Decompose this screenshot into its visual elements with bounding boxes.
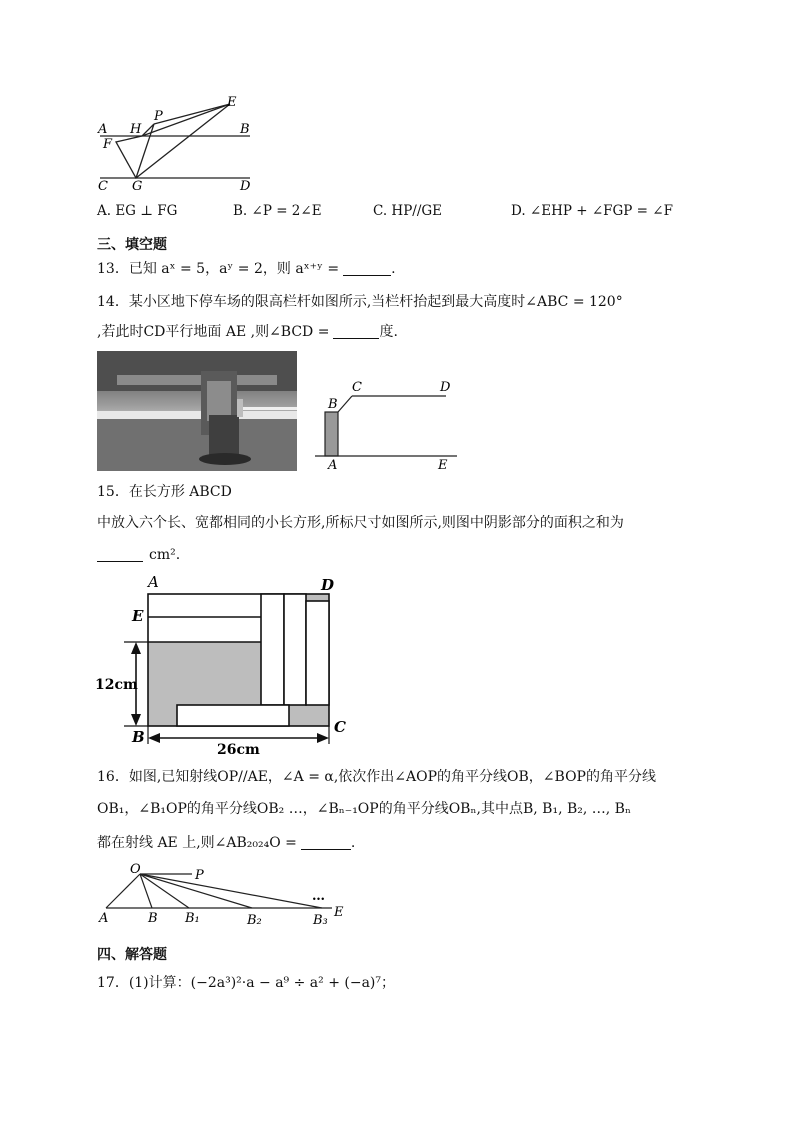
label-d: D — [321, 576, 335, 594]
q12-option-c[interactable]: C. HP//GE — [373, 203, 443, 219]
label-d: D — [440, 380, 451, 395]
q16-line-1: 16．如图,已知射线OP//AE，∠A = α,依次作出∠AOP的角平分线OB，∠BOP的角平分线 — [97, 769, 656, 785]
label-a: A — [148, 573, 159, 591]
q12-option-b[interactable]: B. ∠P = 2∠E — [233, 203, 322, 219]
q15-line-1: 15．在长方形 ABCD — [97, 484, 232, 500]
height-label: 12cm — [95, 677, 138, 693]
figure-q16 — [92, 862, 354, 930]
question-15-line-3 — [97, 545, 180, 565]
ellipsis: … — [312, 889, 325, 904]
section-3-title: 三、填空题 — [97, 237, 167, 253]
label-b1: B₁ — [185, 911, 200, 926]
q16-line-2: OB₁，∠B₁OP的角平分线OB₂ …，∠Bₙ₋₁OP的角平分线OBₙ,其中点B, B₁, B₂, …, Bₙ — [97, 801, 632, 817]
q15-answer-blank[interactable] — [97, 547, 143, 562]
label-e: E — [132, 607, 144, 625]
question-14-line-2 — [97, 322, 398, 342]
question-13 — [97, 259, 396, 279]
label-b3: B₃ — [313, 913, 328, 928]
label-g: G — [132, 179, 143, 194]
q13-answer-blank[interactable] — [343, 261, 391, 276]
label-d: D — [240, 179, 251, 194]
label-a: A — [328, 458, 338, 472]
q14-line-2: ,若此时CD平行地面 AE ,则∠BCD = — [97, 324, 330, 340]
q15-line-2: 中放入六个长、宽都相同的小长方形,所标尺寸如图所示,则图中阴影部分的面积之和为 — [97, 515, 624, 531]
section-4-title: 四、解答题 — [97, 947, 167, 963]
label-e: E — [438, 458, 448, 472]
figure-q15 — [92, 572, 360, 760]
label-h: H — [130, 122, 142, 137]
q12-option-a[interactable]: A. EG ⊥ FG — [97, 203, 178, 219]
q16-answer-blank[interactable] — [301, 835, 351, 850]
q16-line-3: 都在射线 AE 上,则∠AB₂₀₂₄O = — [97, 835, 297, 851]
label-a: A — [98, 122, 108, 137]
barrier-photo — [97, 351, 297, 471]
label-a: A — [99, 911, 109, 926]
label-b2: B₂ — [247, 913, 262, 928]
q14-answer-blank[interactable] — [333, 324, 379, 339]
label-o: O — [130, 862, 141, 877]
label-b: B — [148, 911, 158, 926]
label-p: P — [195, 868, 204, 883]
label-f: F — [103, 137, 113, 152]
label-c: C — [352, 380, 362, 395]
label-c: C — [334, 718, 346, 736]
label-e: E — [227, 95, 237, 110]
question-16-line-3 — [97, 833, 355, 853]
label-b: B — [240, 122, 250, 137]
label-b: B — [132, 728, 145, 746]
q14-end: 度. — [379, 324, 398, 340]
q12-option-d[interactable]: D. ∠EHP + ∠FGP = ∠F — [511, 203, 673, 219]
q13-text: 13．已知 aˣ = 5，aʸ = 2，则 aˣ⁺ʸ = — [97, 261, 340, 277]
label-p: P — [154, 109, 163, 124]
figure-q12 — [90, 92, 270, 194]
width-label: 26cm — [217, 742, 260, 758]
q15-unit: cm². — [149, 547, 181, 563]
q16-end: . — [350, 835, 356, 851]
label-c: C — [98, 179, 108, 194]
question-17: 17．(1)计算：(−2a³)²·a − a⁹ ÷ a² + (−a)⁷； — [97, 975, 395, 991]
label-b: B — [328, 397, 338, 412]
label-e: E — [334, 905, 344, 920]
q14-line-1: 14．某小区地下停车场的限高栏杆如图所示,当栏杆抬起到最大高度时∠ABC = 120° — [97, 294, 623, 310]
q13-end: . — [391, 261, 396, 277]
figure-q14 — [312, 378, 460, 472]
